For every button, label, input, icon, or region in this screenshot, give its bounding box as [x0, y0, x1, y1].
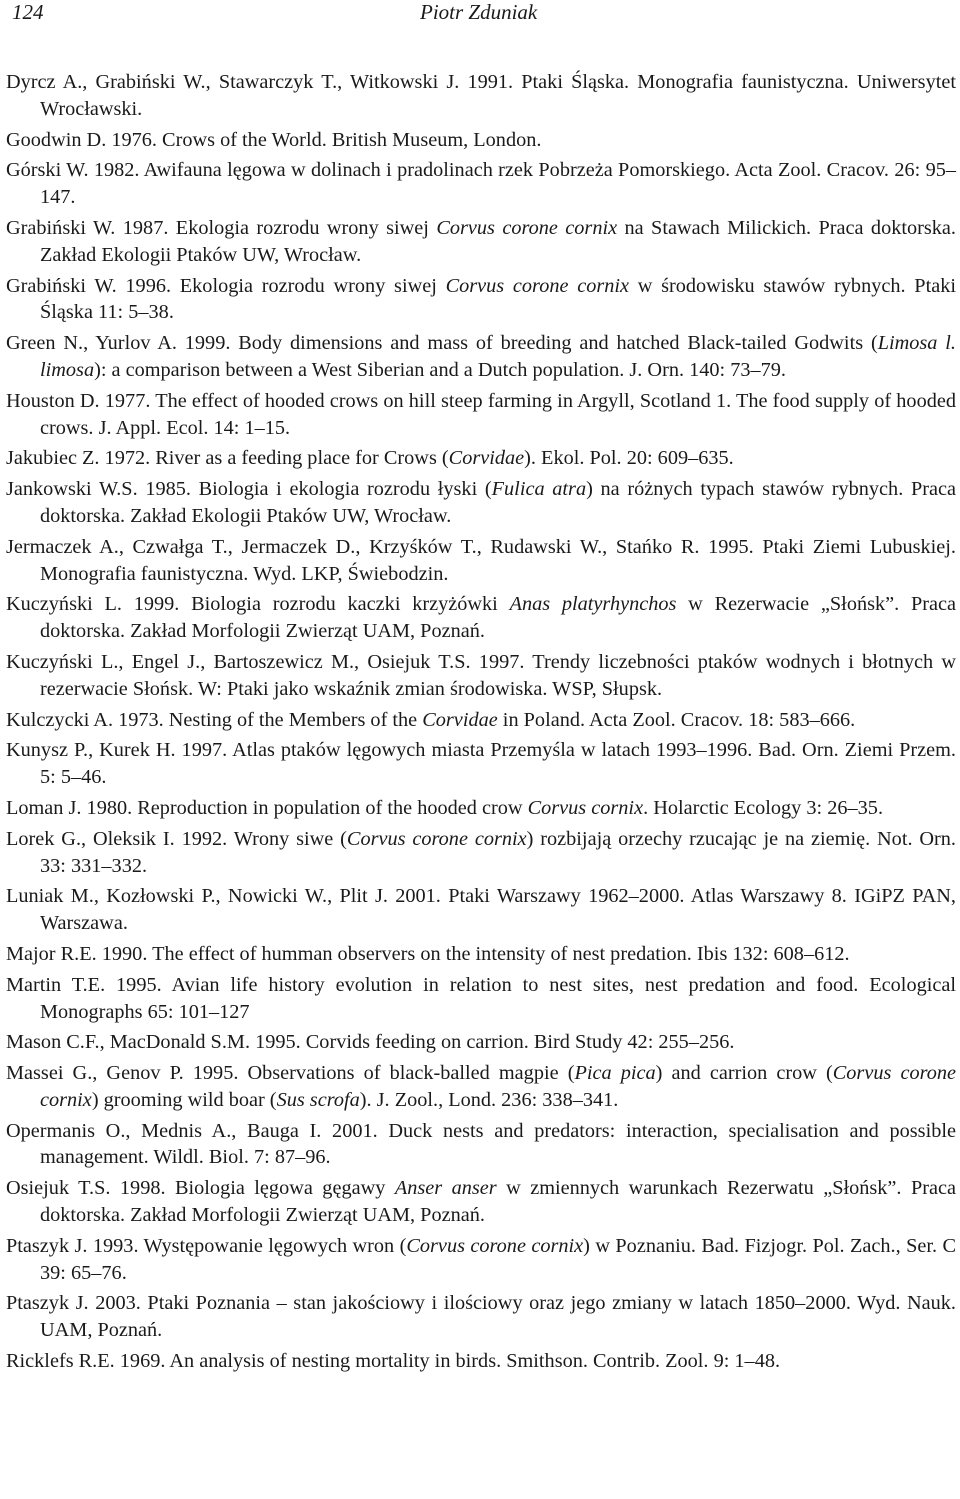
reference-entry [6, 707, 956, 734]
reference-entry [6, 1233, 956, 1287]
reference-text: Górski W. 1982. Awifauna lęgowa w dolinach i pradolinach rzek Pobrzeża Pomorskiego. Acta Zool. Cracov. 26: 95–147. [6, 159, 956, 209]
reference-entry [6, 445, 956, 472]
reference-entry [6, 157, 956, 211]
running-head-author: Piotr Zduniak [420, 0, 538, 24]
reference-text: Ptaszyk J. 1993. Występowanie lęgowych wron ( [6, 1234, 407, 1257]
page-number: 124 [12, 0, 44, 24]
reference-text: Dyrcz A., Grabiński W., Stawarczyk T., Witkowski J. 1991. Ptaki Śląska. Monografia faunistyczna. Uniwersytet Wrocławski. [6, 71, 956, 120]
reference-entry [6, 127, 956, 154]
reference-text: Lorek G., Oleksik I. 1992. Wrony siwe ( [6, 827, 347, 850]
reference-entry [6, 273, 956, 327]
reference-text: ). J. Zool., Lond. 236: 338–341. [359, 1088, 619, 1111]
reference-text: in Poland. Acta Zool. Cracov. 18: 583–666. [497, 708, 856, 731]
species-name: Corvus corone cornix [445, 274, 630, 297]
reference-entry [6, 795, 956, 822]
species-name: Corvidae [448, 447, 525, 470]
reference-entry [6, 1175, 956, 1229]
species-name: Corvus corone cornix [40, 1062, 957, 1111]
reference-text: . Holarctic Ecology 3: 26–35. [643, 796, 884, 819]
reference-text: w zmiennych warunkach Rezerwatu „Słońsk”. Praca doktorska. Zakład Morfologii Zwierząt UAM, Poznań. [40, 1177, 956, 1227]
reference-text: ) na różnych typach stawów rybnych. Praca doktorska. Zakład Ekologii Ptaków UW, Wrocław. [40, 478, 956, 527]
reference-text: Grabiński W. 1987. Ekologia rozrodu wrony siwej [6, 216, 437, 239]
species-name: Corvidae [422, 708, 498, 731]
reference-entry [6, 476, 956, 530]
reference-text: Kuczyński L. 1999. Biologia rozrodu kaczki krzyżówki [6, 593, 510, 616]
reference-text: Luniak M., Kozłowski P., Nowicki W., Plit J. 2001. Ptaki Warszawy 1962–2000. Atlas Warszawy 8. IGiPZ PAN, Warszawa. [6, 885, 956, 935]
species-name: Corvus corone cornix [436, 216, 618, 239]
reference-entry [6, 215, 956, 269]
reference-text: Ricklefs R.E. 1969. An analysis of nesting mortality in birds. Smithson. Contrib. Zool. 9: 1–48. [6, 1350, 781, 1373]
species-name: Corvus corone cornix [406, 1234, 584, 1257]
reference-entry [6, 534, 956, 588]
species-name: Fulica atra [491, 478, 587, 501]
reference-entry [6, 941, 956, 968]
reference-text: ): a comparison between a West Siberian and a Dutch population. J. Orn. 140: 73–79. [94, 358, 787, 381]
reference-entry [6, 883, 956, 937]
reference-text: Kulczycki A. 1973. Nesting of the Members of the [6, 708, 423, 731]
reference-entry [6, 737, 956, 791]
reference-entry [6, 1060, 956, 1114]
reference-text: w środowisku stawów rybnych. Ptaki Śląska 11: 5–38. [40, 274, 956, 324]
reference-entry [6, 1348, 956, 1375]
reference-text: Jankowski W.S. 1985. Biologia i ekologia rozrodu łyski ( [6, 478, 492, 501]
reference-text: Jakubiec Z. 1972. River as a feeding place for Crows ( [6, 447, 449, 470]
reference-text: na Stawach Milickich. Praca doktorska. Zakład Ekologii Ptaków UW, Wrocław. [40, 216, 956, 266]
reference-entry [6, 826, 956, 880]
reference-text: Opermanis O., Mednis A., Bauga I. 2001. Duck nests and predators: interaction, specialisation and possible management. Wildl. Biol. 7: 87–96. [6, 1119, 956, 1169]
reference-entry [6, 1118, 956, 1172]
species-name: Limosa l. limosa [40, 332, 956, 381]
reference-text: Green N., Yurlov A. 1999. Body dimensions and mass of breeding and hatched Black-tailed Godwits ( [6, 332, 878, 355]
reference-entry [6, 1029, 956, 1056]
reference-text: ) rozbijają orzechy rzucając je na ziemię. Not. Orn. 33: 331–332. [40, 827, 957, 877]
reference-text: Major R.E. 1990. The effect of humman observers on the intensity of nest predation. Ibis 132: 608–612. [6, 942, 850, 965]
reference-entry [6, 69, 956, 123]
species-name: Anser anser [394, 1177, 497, 1200]
reference-text: Massei G., Genov P. 1995. Observations of black-balled magpie ( [6, 1062, 575, 1085]
reference-text: Grabiński W. 1996. Ekologia rozrodu wrony siwej [6, 274, 446, 297]
species-name: Corvus corone cornix [346, 827, 527, 850]
reference-text: ) and carrion crow ( [655, 1062, 833, 1085]
reference-text: Kuczyński L., Engel J., Bartoszewicz M., Osiejuk T.S. 1997. Trendy liczebności ptaków wodnych i błotnych w rezerwacie Słońsk. W: Ptaki jako wskaźnik zmian środowiska. WSP, Słupsk. [6, 650, 956, 700]
reference-entry [6, 972, 956, 1026]
species-name: Corvus cornix [527, 796, 644, 819]
reference-text: Mason C.F., MacDonald S.M. 1995. Corvids feeding on carrion. Bird Study 42: 255–256. [6, 1031, 735, 1054]
reference-text: Kunysz P., Kurek H. 1997. Atlas ptaków lęgowych miasta Przemyśla w latach 1993–1996. Bad. Orn. Ziemi Przem. 5: 5–46. [6, 739, 956, 789]
reference-text: ). Ekol. Pol. 20: 609–635. [524, 447, 734, 470]
species-name: Anas platyrhynchos [509, 593, 677, 616]
reference-text: Loman J. 1980. Reproduction in population of the hooded crow [6, 796, 528, 819]
reference-entry [6, 649, 956, 703]
reference-entry [6, 1290, 956, 1344]
reference-text: Martin T.E. 1995. Avian life history evolution in relation to nest sites, nest predation and food. Ecological Monographs 65: 101–127 [6, 973, 956, 1023]
reference-entry [6, 388, 956, 442]
reference-text: Houston D. 1977. The effect of hooded crows on hill steep farming in Argyll, Scotland 1. The food supply of hooded crows. J. Appl. Ecol. 14: 1–15. [6, 389, 956, 439]
running-head [6, 0, 954, 30]
reference-text: Ptaszyk J. 2003. Ptaki Poznania – stan jakościowy i ilościowy oraz jego zmiany w latach 1850–2000. Wyd. Nauk. UAM, Poznań. [6, 1292, 956, 1342]
reference-text: w Rezerwacie „Słońsk”. Praca doktorska. Zakład Morfologii Zwierząt UAM, Poznań. [40, 593, 956, 643]
species-name: Pica pica [574, 1062, 656, 1085]
reference-list [6, 69, 956, 1379]
reference-entry [6, 591, 956, 645]
reference-text: Goodwin D. 1976. Crows of the World. British Museum, London. [6, 128, 542, 151]
reference-text: ) grooming wild boar ( [91, 1088, 277, 1111]
reference-entry [6, 330, 956, 384]
species-name: Sus scrofa [276, 1088, 360, 1111]
reference-text: Jermaczek A., Czwałga T., Jermaczek D., Krzyśków T., Rudawski W., Stańko R. 1995. Ptaki Ziemi Lubuskiej. Monografia faunistyczna. Wyd. LKP, Świebodzin. [6, 535, 956, 585]
reference-text: ) w Poznaniu. Bad. Fizjogr. Pol. Zach., Ser. C 39: 65–76. [40, 1234, 956, 1284]
reference-text: Osiejuk T.S. 1998. Biologia lęgowa gęgawy [6, 1177, 395, 1200]
